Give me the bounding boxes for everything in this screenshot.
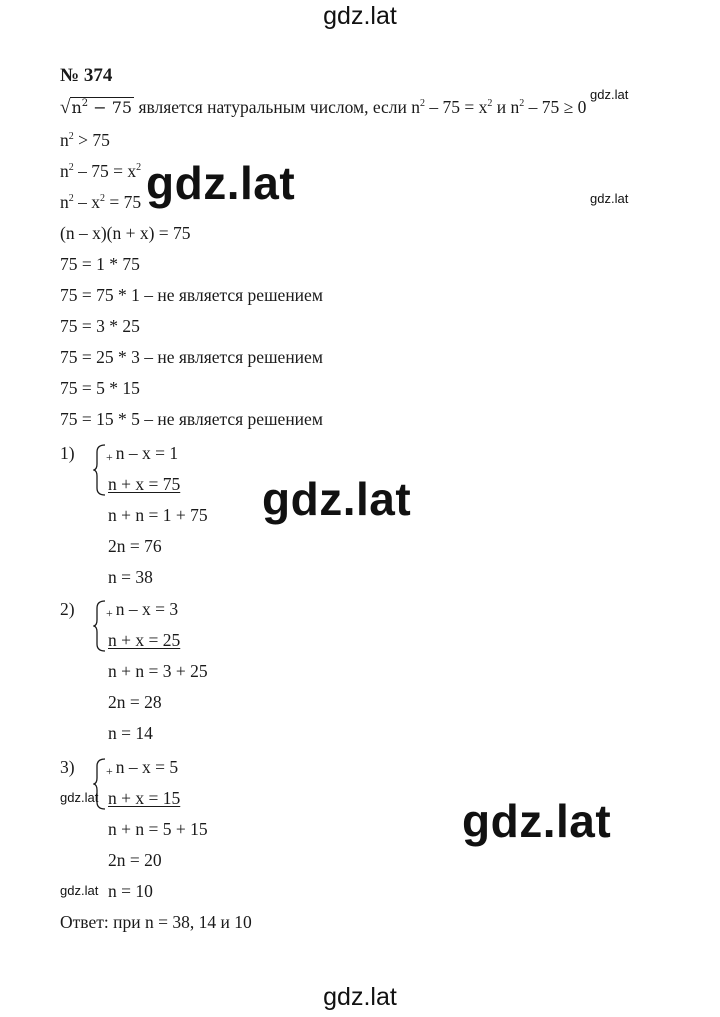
watermark-small-1: gdz.lat — [590, 87, 629, 102]
l2-a: n — [60, 161, 69, 181]
radicand-rest: − 75 — [88, 98, 133, 117]
case-3-result: n = 10 — [108, 881, 153, 901]
case-2-brace — [93, 600, 107, 652]
case-1-eq-1 — [106, 443, 178, 467]
l1-a: n — [60, 130, 69, 150]
radicand-exponent: 2 — [81, 98, 89, 109]
case-3-eq-2: n + x = 15 — [108, 788, 181, 808]
l2-exp-2: 2 — [136, 162, 142, 173]
case-1-step-2: 2n = 76 — [108, 536, 162, 556]
radicand-base: n — [71, 98, 82, 117]
case-3-eq-1 — [106, 757, 178, 781]
case-3-eq-1-text: n – x = 5 — [115, 757, 179, 777]
watermark-top: gdz.lat — [323, 2, 397, 30]
case-2-label: 2) — [60, 599, 75, 619]
factor-option-6: 75 = 15 * 5 – не является решением — [60, 409, 323, 429]
case-1-label: 1) — [60, 443, 75, 463]
factor-line: (n – x)(n + x) = 75 — [60, 223, 191, 243]
line-n2-minus-75 — [60, 161, 141, 181]
intro-exp-3: 2 — [519, 98, 525, 109]
case-1-step-1: n + n = 1 + 75 — [108, 505, 208, 525]
watermark-bottom: gdz.lat — [323, 983, 397, 1011]
sqrt-symbol: √ — [60, 97, 71, 118]
case-3-step-2: 2n = 20 — [108, 850, 162, 870]
case-3-brace — [93, 758, 107, 810]
case-1-brace — [93, 444, 107, 496]
intro-exp-2: 2 — [487, 98, 493, 109]
l1-exp: 2 — [68, 131, 74, 142]
watermark-large-3: gdz.lat — [462, 795, 612, 847]
l3-exp-1: 2 — [68, 193, 74, 204]
l3-exp-2: 2 — [100, 193, 105, 204]
case-1-plus: + — [106, 450, 113, 464]
l2-exp-1: 2 — [68, 162, 74, 173]
case-3-step-1: n + n = 5 + 15 — [108, 819, 208, 839]
line-n2-gt-75 — [60, 130, 110, 150]
l3-b: – x — [73, 192, 100, 212]
case-3-label: 3) — [60, 757, 75, 777]
watermark-large-1: gdz.lat — [146, 157, 296, 209]
watermark-small-3: gdz.lat — [60, 790, 99, 805]
intro-text-1: является натуральным числом, если n — [134, 97, 421, 117]
case-1-eq-2: n + x = 75 — [108, 474, 181, 494]
case-1-eq-1-text: n – x = 1 — [115, 443, 179, 463]
case-2-eq-1-text: n – x = 3 — [115, 599, 179, 619]
case-2-result: n = 14 — [108, 723, 153, 743]
case-2-step-2: 2n = 28 — [108, 692, 162, 712]
l2-b: – 75 = x — [73, 161, 137, 181]
intro-text-2: – 75 = x — [425, 97, 488, 117]
intro-text-3: и n — [492, 97, 520, 117]
intro-exp-1: 2 — [420, 98, 426, 109]
case-2-step-1: n + n = 3 + 25 — [108, 661, 208, 681]
case-2-eq-1 — [106, 599, 178, 623]
factor-option-1: 75 = 1 * 75 — [60, 254, 140, 274]
factor-option-4: 75 = 25 * 3 – не является решением — [60, 347, 323, 367]
l3-c: = 75 — [105, 192, 142, 212]
intro-text-4: – 75 ≥ 0 — [524, 97, 587, 117]
case-2-eq-2: n + x = 25 — [108, 630, 181, 650]
intro-line — [60, 97, 586, 118]
case-1-result: n = 38 — [108, 567, 153, 587]
problem-number: № 374 — [60, 65, 113, 86]
l1-b: > 75 — [73, 130, 110, 150]
factor-option-2: 75 = 75 * 1 – не является решением — [60, 285, 323, 305]
case-2-plus: + — [106, 606, 113, 620]
factor-option-5: 75 = 5 * 15 — [60, 378, 140, 398]
sqrt-expression — [60, 97, 134, 118]
case-3-plus: + — [106, 764, 113, 778]
watermark-large-2: gdz.lat — [262, 473, 412, 525]
watermark-small-4: gdz.lat — [60, 883, 99, 898]
answer-line: Ответ: при n = 38, 14 и 10 — [60, 912, 252, 932]
watermark-small-2: gdz.lat — [590, 191, 629, 206]
line-n2-minus-x2 — [60, 192, 141, 212]
radicand — [70, 97, 134, 117]
factor-option-3: 75 = 3 * 25 — [60, 316, 140, 336]
l3-a: n — [60, 192, 69, 212]
